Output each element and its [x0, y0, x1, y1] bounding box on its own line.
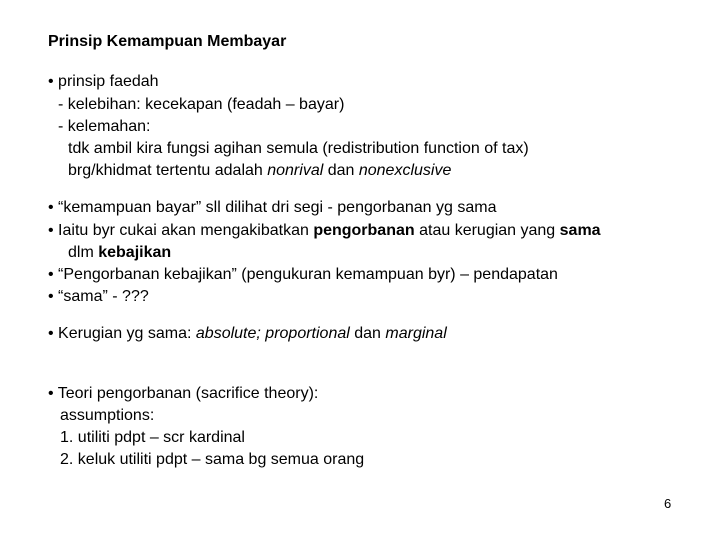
- text-segment: • Kerugian yg sama:: [48, 325, 196, 342]
- text-segment: • Iaitu byr cukai akan mengakibatkan: [48, 222, 314, 239]
- bullet-iaitu: [48, 221, 601, 241]
- bullet-prinsip-faedah: • prinsip faedah: [48, 73, 159, 90]
- assumption-1: 1. utiliti pdpt – scr kardinal: [60, 429, 245, 446]
- text-segment: dlm: [68, 244, 99, 261]
- text-italic-nonexclusive: nonexclusive: [358, 162, 452, 179]
- kelemahan-detail-2: [68, 161, 451, 181]
- assumptions-label: assumptions:: [60, 407, 155, 424]
- text-bold-pengorbanan: pengorbanan: [313, 222, 415, 239]
- bullet-sama: • “sama” - ???: [48, 288, 149, 305]
- text-segment: dan: [349, 325, 386, 342]
- bullet-teori-pengorbanan: • Teori pengorbanan (sacrifice theory):: [48, 385, 319, 402]
- sub-kelebihan: - kelebihan: kecekapan (feadah – bayar): [58, 96, 345, 113]
- bullet-kemampuan-bayar: • “kemampuan bayar” sll dilihat dri segi - pengorbanan yg sama: [48, 199, 497, 216]
- assumption-2: 2. keluk utiliti pdpt – sama bg semua orang: [60, 451, 365, 468]
- text-bold-kebajikan: kebajikan: [98, 244, 172, 261]
- text-segment: dan: [323, 162, 359, 179]
- kelemahan-detail-1: tdk ambil kira fungsi agihan semula (redistribution function of tax): [68, 140, 529, 157]
- bullet-pengorbanan-kebajikan: • “Pengorbanan kebajikan” (pengukuran kemampuan byr) – pendapatan: [48, 266, 558, 283]
- sub-kelemahan: - kelemahan:: [58, 118, 151, 135]
- slide-title: Prinsip Kemampuan Membayar: [48, 33, 287, 50]
- text-italic-nonrival: nonrival: [267, 162, 324, 179]
- text-segment: atau kerugian yang: [414, 222, 560, 239]
- text-bold-sama: sama: [559, 222, 601, 239]
- bullet-iaitu-cont: [68, 243, 171, 263]
- text-italic-marginal: marginal: [385, 325, 447, 342]
- text-segment: brg/khidmat tertentu adalah: [68, 162, 268, 179]
- text-italic-absolute-proportional: absolute; proportional: [195, 325, 350, 342]
- bullet-kerugian: [48, 324, 447, 344]
- page-number: 6: [664, 496, 672, 511]
